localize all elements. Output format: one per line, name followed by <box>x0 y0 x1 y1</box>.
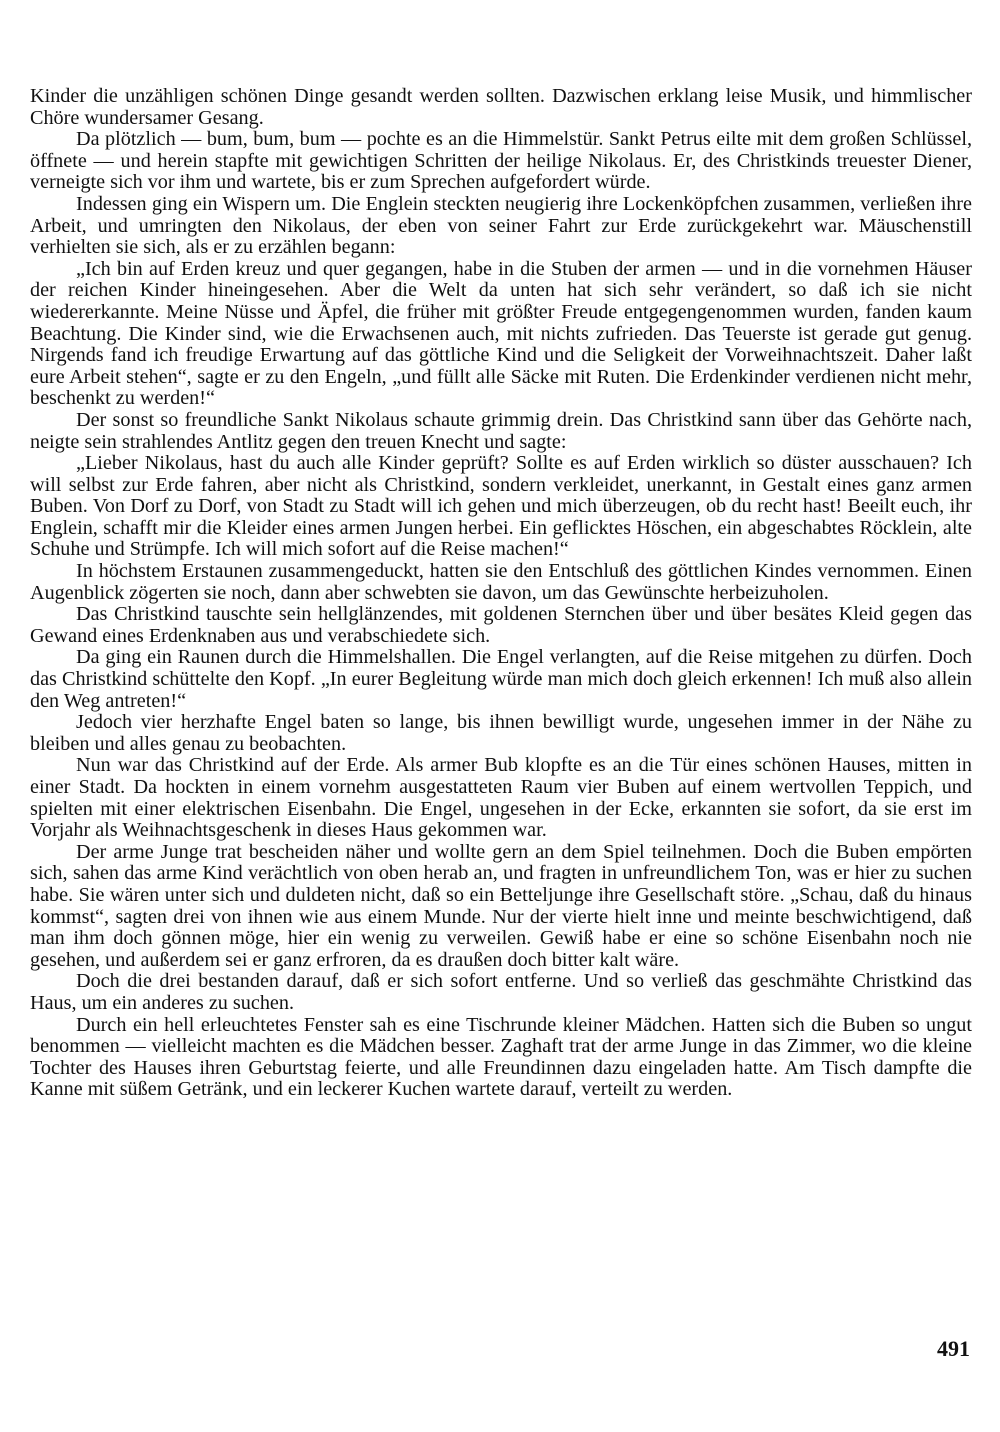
paragraph: Doch die drei bestanden darauf, daß er sich sofort entferne. Und so verließ das geschmähte Christkind das Haus, um ein anderes zu suchen. <box>30 970 972 1014</box>
paragraph: „Ich bin auf Erden kreuz und quer gegangen, habe in die Stuben der armen — und in die vornehmen Häuser der reichen Kinder hineingesehen. Aber die Welt da unten hat sich sehr verändert, so daß ich sie nicht wiedererkannte. Meine Nüsse und Äpfel, die früher mit größter Freude entgegengenommen wurden, fanden kaum Beachtung. Die Kinder sind, wie die Erwachsenen auch, mit nichts zufrieden. Das Teuerste ist gerade gut genug. Nirgends fand ich freudige Erwartung auf das göttliche Kind und die Seligkeit der Vorweihnachtszeit. Daher laßt eure Arbeit stehen“, sagte er zu den Engeln, „und füllt alle Säcke mit Ruten. Die Erdenkinder verdienen nicht mehr, beschenkt zu werden!“ <box>30 257 972 410</box>
page-number: 491 <box>937 1336 970 1361</box>
paragraph: Kinder die unzähligen schönen Dinge gesandt werden sollten. Dazwischen erklang leise Musik, und himmlischer Chöre wundersamer Gesang. <box>30 85 972 129</box>
paragraph: Jedoch vier herzhafte Engel baten so lange, bis ihnen bewilligt wurde, ungesehen immer in der Nähe zu bleiben und alles genau zu beobachten. <box>30 711 972 755</box>
page-body <box>30 86 972 1101</box>
paragraph: Nun war das Christkind auf der Erde. Als armer Bub klopfte es an die Tür eines schönen Hauses, mitten in einer Stadt. Da hockten in einem vornehm ausgestatteten Raum vier Buben auf einem wertvollen Teppich, und spielten mit einer elektrischen Eisenbahn. Die Engel, ungesehen in der Ecke, erkannten sie sofort, da sie erst im Vorjahr als Weihnachtsgeschenk in dieses Haus gekommen war. <box>30 754 972 842</box>
paragraph: Indessen ging ein Wispern um. Die Englein steckten neugierig ihre Lockenköpfchen zusammen, verließen ihre Arbeit, und umringten den Nikolaus, der eben von seiner Fahrt zur Erde zurückgekehrt war. Mäuschenstill verhielten sie sich, als er zu erzählen begann: <box>30 192 972 259</box>
paragraph: Der arme Junge trat bescheiden näher und wollte gern an dem Spiel teilnehmen. Doch die Buben empörten sich, sahen das arme Kind verächtlich von oben herab an, und fragten in unfreundlichem Ton, was er hier zu suchen habe. Sie wären unter sich und duldeten nicht, daß so ein Betteljunge ihre Gesellschaft störe. „Schau, daß du hinaus kommst“, sagten drei von ihnen wie aus einem Munde. Nur der vierte hielt inne und meinte beschwichtigend, daß man ihm doch gönnen möge, hier ein wenig zu verweilen. Gewiß habe er eine so schöne Eisenbahn noch nie gesehen, und außerdem sei er ganz erfroren, da es draußen doch bitter kalt wäre. <box>30 840 972 971</box>
paragraph: „Lieber Nikolaus, hast du auch alle Kinder geprüft? Sollte es auf Erden wirklich so düster ausschauen? Ich will selbst zur Erde fahren, aber nicht als Christkind, sondern verkleidet, unerkannt, in Gestalt eines ganz armen Buben. Von Dorf zu Dorf, von Stadt zu Stadt will ich gehen und mich überzeugen, ob du recht hast! Beeilt euch, ihr Englein, schafft mir die Kleider eines armen Jungen herbei. Ein geflicktes Höschen, ein abgeschabtes Röcklein, alte Schuhe und Strümpfe. Ich will mich sofort auf die Reise machen!“ <box>30 452 972 561</box>
paragraph: Das Christkind tauschte sein hellglänzendes, mit goldenen Sternchen über und über besätes Kleid gegen das Gewand eines Erdenknaben aus und verabschiedete sich. <box>30 603 972 647</box>
paragraph: Der sonst so freundliche Sankt Nikolaus schaute grimmig drein. Das Christkind sann über das Gehörte nach, neigte sein strahlendes Antlitz gegen den treuen Knecht und sagte: <box>30 408 972 453</box>
paragraph: Da ging ein Raunen durch die Himmelshallen. Die Engel verlangten, auf die Reise mitgehen zu dürfen. Doch das Christkind schüttelte den Kopf. „In eurer Begleitung würde man mich doch gleich erkennen! Ich muß also allein den Weg antreten!“ <box>30 646 972 712</box>
paragraph: In höchstem Erstaunen zusammengeduckt, hatten sie den Entschluß des göttlichen Kindes vernommen. Einen Augenblick zögerten sie noch, dann aber schwebten sie davon, um das Gewünschte herbeizuholen. <box>30 560 972 604</box>
paragraph: Durch ein hell erleuchtetes Fenster sah es eine Tischrunde kleiner Mädchen. Hatten sich die Buben so ungut benommen — vielleicht machten es die Mädchen besser. Zaghaft trat der arme Junge in das Zimmer, wo die kleine Tochter des Hauses ihren Geburtstag feierte, und alle Freundinnen dazu eingeladen hatte. Am Tisch dampfte die Kanne mit süßem Getränk, und ein leckerer Kuchen wartete darauf, verteilt zu werden. <box>30 1013 972 1101</box>
paragraph: Da plötzlich — bum, bum, bum — pochte es an die Himmelstür. Sankt Petrus eilte mit dem großen Schlüssel, öffnete — und herein stapfte mit gewichtigen Schritten der heilige Nikolaus. Er, des Christkinds treuester Diener, verneigte sich vor ihm und wartete, bis er zum Sprechen aufgefordert würde. <box>30 128 972 194</box>
